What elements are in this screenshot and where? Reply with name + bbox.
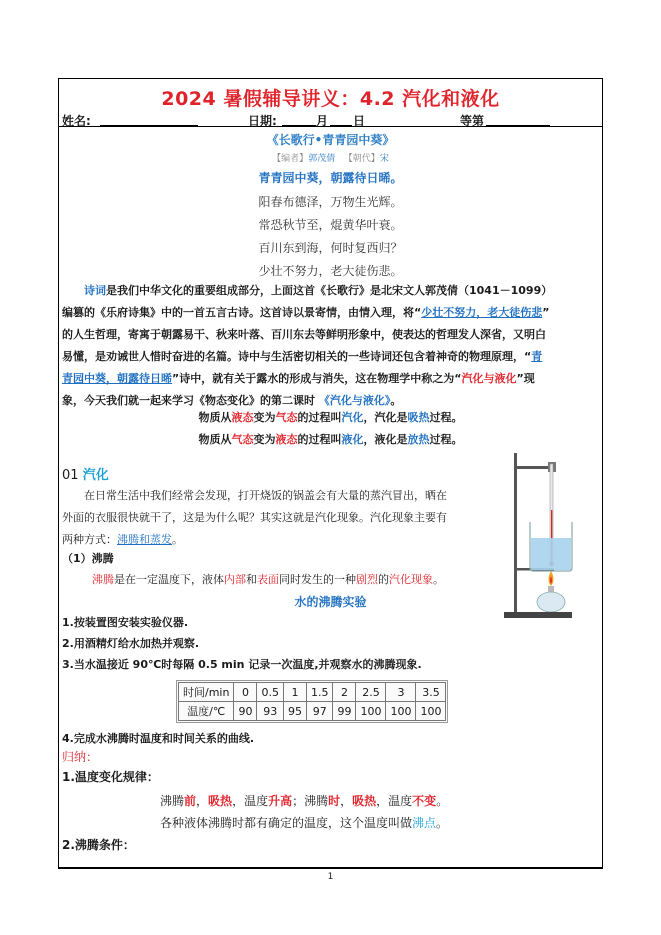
bp-text: 各种液体沸腾时都有确定的温度，这个温度叫做 bbox=[160, 816, 413, 830]
data-table bbox=[178, 682, 446, 721]
step-2: 2.用酒精灯给水加热并观察. bbox=[62, 637, 200, 650]
boil-text: 。 bbox=[433, 573, 444, 586]
def-keyword: 液态 bbox=[275, 433, 298, 446]
poem-title: 《长歌行•青青园中葵》 bbox=[266, 133, 395, 147]
table-header-cell: 时间/min bbox=[179, 683, 234, 702]
intro-keyword: 汽化与液化 bbox=[461, 372, 517, 385]
lamp-wick bbox=[548, 586, 554, 592]
author-tag: 【编者】 bbox=[272, 154, 309, 164]
experiment-title: 水的沸腾实验 bbox=[294, 595, 367, 609]
rule-keyword: 吸热 bbox=[208, 794, 233, 808]
temperature-rule-heading: 1.温度变化规律： bbox=[62, 770, 159, 784]
bp-text: 。 bbox=[436, 816, 449, 830]
intro-text: 的人生哲理，寄寓于朝露易干、秋来叶落、百川东去等鲜明形象中，使表达的哲理发人深省，又明白 bbox=[62, 328, 546, 341]
footer-divider bbox=[58, 868, 603, 869]
table-cell: 99 bbox=[333, 702, 356, 721]
table-cell: 90 bbox=[234, 702, 257, 721]
poem-era: 宋 bbox=[379, 154, 389, 164]
section-heading bbox=[62, 464, 109, 483]
table-cell: 100 bbox=[386, 702, 416, 721]
def-keyword: 液化 bbox=[341, 433, 364, 446]
intro-text: 是我们中华文化的重要组成部分，上面这首《长歌行》是北宋文人郭茂倩（1041－1099） bbox=[106, 284, 553, 297]
table-cell: 100 bbox=[416, 702, 446, 721]
table-cell: 3 bbox=[386, 683, 416, 702]
boil-keyword: 剧烈 bbox=[356, 573, 378, 586]
boil-keyword: 汽化现象 bbox=[389, 573, 433, 586]
section-text: 。 bbox=[172, 533, 183, 546]
day-label: 日 bbox=[353, 114, 366, 128]
intro-keyword: 《汽化与液化》 bbox=[318, 394, 391, 407]
page-title: 2024 暑假辅导讲义：4.2 汽化和液化 bbox=[161, 88, 500, 110]
poem-line: 阳春布德泽，万物生光辉。 bbox=[258, 195, 403, 209]
alcohol-lamp bbox=[537, 592, 565, 612]
intro-link[interactable]: 青 bbox=[531, 350, 543, 363]
stand-rod bbox=[514, 453, 517, 613]
table-cell: 1 bbox=[283, 683, 306, 702]
rule-text: ， bbox=[340, 794, 353, 808]
def-text: 的过程叫 bbox=[297, 433, 342, 446]
data-table-wrap bbox=[176, 680, 448, 723]
def-keyword: 液态 bbox=[231, 411, 254, 424]
rule-text: ， bbox=[196, 794, 209, 808]
rule-text: ，温度 bbox=[376, 794, 413, 808]
table-cell: 1.5 bbox=[306, 683, 333, 702]
def-text: 物质从 bbox=[198, 433, 232, 446]
table-cell: 0.5 bbox=[257, 683, 284, 702]
def-text: ，液化是 bbox=[363, 433, 408, 446]
table-cell: 100 bbox=[356, 702, 386, 721]
boiling-point-statement bbox=[160, 814, 448, 831]
name-label: 姓名: bbox=[62, 114, 91, 128]
table-cell: 97 bbox=[306, 702, 333, 721]
boil-text: 同时发生的一种 bbox=[279, 573, 356, 586]
def-text: ，汽化是 bbox=[363, 411, 408, 424]
subheading-boiling: （1）沸腾 bbox=[62, 552, 114, 565]
bp-keyword: 沸点 bbox=[412, 816, 437, 830]
grade-field[interactable] bbox=[486, 112, 550, 126]
section-text: 两种方式： bbox=[62, 533, 117, 546]
boil-text: 和 bbox=[246, 573, 257, 586]
boil-keyword: 内部 bbox=[224, 573, 246, 586]
table-cell: 0 bbox=[234, 683, 257, 702]
intro-text: 象，今天我们就一起来学习《物态变化》的第二课时 bbox=[62, 394, 319, 407]
rule-text: ；沸腾 bbox=[292, 794, 329, 808]
def-keyword: 气态 bbox=[275, 411, 298, 424]
day-field[interactable] bbox=[330, 112, 352, 126]
section-text: 在日常生活中我们经常会发现，打开烧饭的锅盖会有大量的蒸汽冒出，晒在 bbox=[84, 489, 447, 502]
boil-keyword: 沸腾 bbox=[92, 573, 114, 586]
temperature-rule bbox=[160, 792, 448, 809]
poem-line: 青青园中葵，朝露待日晞。 bbox=[258, 171, 403, 185]
table-cell: 93 bbox=[257, 702, 284, 721]
def-keyword: 气态 bbox=[231, 433, 254, 446]
stand-base bbox=[504, 612, 572, 618]
poem-line: 百川东到海，何时复西归？ bbox=[258, 241, 403, 255]
summary-label: 归纳： bbox=[62, 750, 99, 764]
table-cell: 3.5 bbox=[416, 683, 446, 702]
intro-keyword: 诗词 bbox=[84, 284, 106, 297]
date-label: 日期: bbox=[248, 114, 277, 128]
def-text: 的过程叫 bbox=[297, 411, 342, 424]
intro-text: ”诗中，就有关于露水的形成与消失，这在物理学中称之为“ bbox=[172, 372, 462, 385]
methods-link[interactable]: 沸腾和蒸发 bbox=[117, 533, 172, 546]
water bbox=[531, 538, 571, 570]
table-row bbox=[179, 702, 446, 721]
header-divider bbox=[58, 126, 603, 127]
intro-text: 易懂，是劝诫世人惜时奋进的名篇。诗中与生活密切相关的一些诗词还包含着神奇的物理原理，“ bbox=[62, 350, 532, 363]
def-text: 变为 bbox=[253, 411, 276, 424]
section-text: 外面的衣服很快就干了，这是为什么呢？其实这就是汽化现象。汽化现象主要有 bbox=[62, 511, 447, 524]
definition-liquefaction bbox=[58, 431, 603, 447]
table-cell: 2.5 bbox=[356, 683, 386, 702]
intro-text: 编篡的《乐府诗集》中的一首五言古诗。这首诗以景寄情，由情入理，将“ bbox=[62, 306, 422, 319]
poem-line: 少壮不努力，老大徒伤悲。 bbox=[258, 264, 403, 278]
boil-keyword: 表面 bbox=[257, 573, 279, 586]
boil-text: 是在一定温度下，液体 bbox=[114, 573, 224, 586]
rule-keyword: 升高 bbox=[268, 794, 293, 808]
intro-text: 。 bbox=[390, 394, 402, 407]
date-field[interactable] bbox=[282, 112, 316, 126]
rule-keyword: 时 bbox=[328, 794, 341, 808]
rule-text: 沸腾 bbox=[160, 794, 185, 808]
table-cell: 95 bbox=[283, 702, 306, 721]
name-field[interactable] bbox=[100, 112, 198, 126]
rule-text: 。 bbox=[436, 794, 449, 808]
rule-keyword: 吸热 bbox=[352, 794, 377, 808]
intro-paragraph bbox=[62, 280, 599, 412]
def-keyword: 放热 bbox=[407, 433, 430, 446]
poem-line: 常恐秋节至，焜黄华叶衰。 bbox=[258, 218, 403, 232]
intro-link[interactable]: 青园中葵，朝露待日晞 bbox=[62, 372, 172, 385]
definition-vaporization bbox=[58, 409, 603, 425]
step-4: 4.完成水沸腾时温度和时间关系的曲线. bbox=[62, 732, 255, 745]
def-text: 过程。 bbox=[429, 411, 463, 424]
intro-text: ”现 bbox=[516, 372, 535, 385]
step-1: 1.按装置图安装实验仪器. bbox=[62, 616, 189, 629]
section-title: 汽化 bbox=[82, 468, 109, 483]
intro-link[interactable]: 少壮不努力，老大徒伤悲 bbox=[421, 306, 543, 319]
def-text: 变为 bbox=[253, 433, 276, 446]
boiling-apparatus-illustration bbox=[500, 450, 580, 625]
grade-label: 等第 bbox=[460, 114, 485, 128]
section-number: 01 bbox=[62, 468, 79, 483]
era-tag: 【朝代】 bbox=[343, 154, 380, 164]
table-row bbox=[179, 683, 446, 702]
def-keyword: 吸热 bbox=[407, 411, 430, 424]
def-text: 过程。 bbox=[429, 433, 463, 446]
rule-keyword: 前 bbox=[184, 794, 197, 808]
boiling-definition bbox=[92, 571, 444, 587]
section-intro bbox=[62, 485, 502, 551]
def-text: 物质从 bbox=[198, 411, 232, 424]
rule-keyword: 不变 bbox=[412, 794, 437, 808]
boiling-condition-heading: 2.沸腾条件： bbox=[62, 838, 135, 852]
intro-text: ” bbox=[542, 306, 550, 319]
boil-text: 的 bbox=[378, 573, 389, 586]
table-header-cell: 温度/℃ bbox=[179, 702, 234, 721]
page-number: 1 bbox=[327, 872, 334, 882]
step-3: 3.当水温接近 90℃时每隔 0.5 min 记录一次温度,并观察水的沸腾现象. bbox=[62, 658, 422, 671]
rule-text: ，温度 bbox=[232, 794, 269, 808]
table-cell: 2 bbox=[333, 683, 356, 702]
month-label: 月 bbox=[316, 114, 329, 128]
def-keyword: 汽化 bbox=[341, 411, 364, 424]
poem-author: 郭茂倩 bbox=[308, 154, 336, 164]
poem-meta bbox=[58, 151, 603, 164]
